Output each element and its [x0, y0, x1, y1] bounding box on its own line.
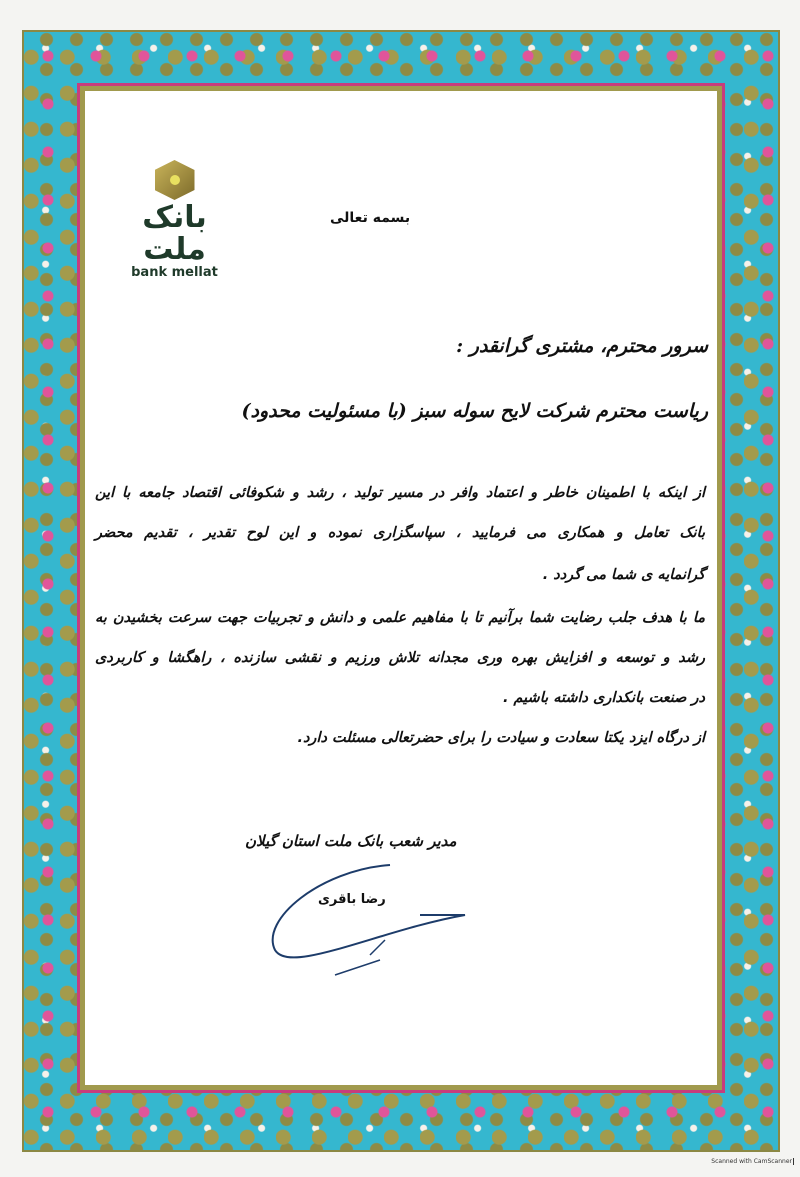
logo-name-fa: بانک ملت [142, 200, 207, 267]
body-line: گرانمایه ی شما می گردد . [542, 567, 705, 583]
signature-icon [260, 860, 480, 990]
salutation: سرور محترم، مشتری گرانقدر : [456, 335, 708, 357]
body-line: از درگاه ایزد یکتا سعادت و سیادت را برای حضرتعالی مسئلت دارد. [297, 730, 705, 746]
body-line: ما با هدف جلب رضایت شما برآنیم تا با مفاهیم علمی و دانش و تجربیات جهت سرعت بخشیدن به [95, 610, 705, 626]
signatory-title: مدیر شعب بانک ملت استان گیلان [245, 832, 457, 850]
heading: بسمه تعالی [330, 210, 411, 226]
recipient: ریاست محترم شرکت لایح سوله سبز (با مسئولیت محدود) [241, 400, 708, 422]
body-line: رشد و توسعه و افزایش بهره وری مجدانه تلاش ورزیم و نقشی سازنده ، راهگشا و کاربردی [95, 650, 705, 666]
bank-logo [112, 160, 237, 280]
scanner-watermark: Scanned with CamScanner [711, 1158, 792, 1165]
signatory-name: رضا باقری [318, 892, 386, 907]
body-line: بانک تعامل و همکاری می فرمایید ، سپاسگزاری نموده و این لوح تقدیر ، تقدیم محضر [95, 525, 705, 541]
body-line: از اینکه با اطمینان خاطر و اعتماد وافر در مسیر تولید ، رشد و شکوفائی اقتصاد جامعه با این [95, 485, 705, 501]
body-line: در صنعت بانکداری داشته باشیم . [502, 690, 705, 706]
bank-emblem-icon [155, 160, 195, 200]
logo-name-en: bank mellat [131, 265, 218, 280]
